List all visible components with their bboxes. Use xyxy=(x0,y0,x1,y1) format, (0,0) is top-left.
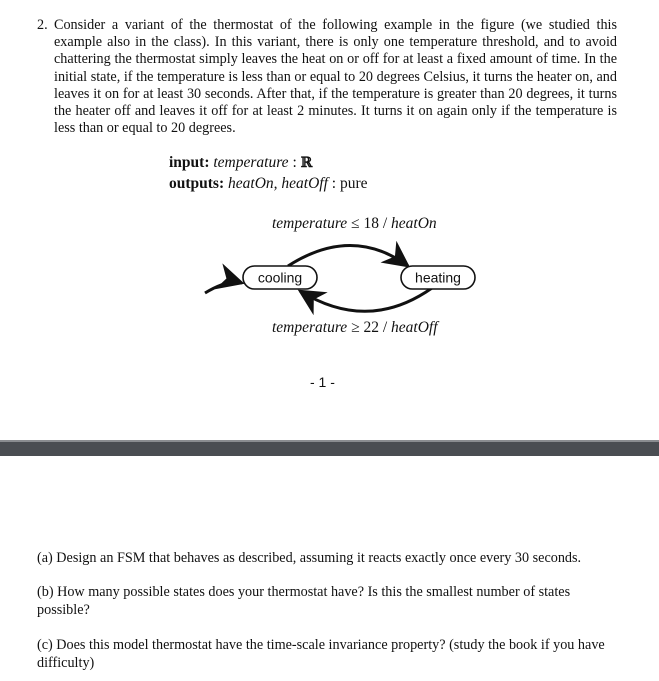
fsm-input-declaration xyxy=(169,154,312,172)
problem-text: Consider a variant of the thermostat of the following example in the figure (we studied this example also in the class). In this variant, there is only one temperature threshold, and to avoid chattering the thermostat simply leaves the heat on or off for at least a fixed amount of time. In the initial state, if the temperature is less than or equal to 20 degrees Celsius, it turns the heater on, and leaves it on for at least 30 seconds. After that, if the temperature is greater than 20 degrees, it turns the heater off and leaves it off for at least 2 minutes. It turns it on again only if the temperature is less than or equal to 20 degrees. xyxy=(54,17,617,137)
edge-label-heating-to-cooling: temperature ≥ 22 / heatOff xyxy=(272,319,438,336)
outputs-names: heatOn, heatOff xyxy=(228,175,328,192)
page-number: - 1 - xyxy=(310,374,335,390)
edge-label-cooling-to-heating: temperature ≤ 18 / heatOn xyxy=(272,215,437,232)
fsm-outputs-declaration xyxy=(169,175,368,193)
state-heating-label: heating xyxy=(415,269,461,286)
transition-heating-to-cooling xyxy=(300,288,432,311)
question-a: (a) Design an FSM that behaves as described, assuming it reacts exactly once every 30 seconds. xyxy=(37,550,582,566)
outputs-type: pure xyxy=(339,175,368,192)
page-divider xyxy=(0,440,659,456)
problem-number: 2. xyxy=(37,17,48,33)
initial-transition-arrow xyxy=(205,282,242,293)
input-label: input: xyxy=(169,154,210,171)
state-cooling-label: cooling xyxy=(257,269,303,286)
question-b: (b) How many possible states does your thermostat have? Is this the smallest number of states possible? xyxy=(37,584,571,618)
input-type: ℝ xyxy=(300,155,313,171)
transition-cooling-to-heating xyxy=(288,246,408,267)
input-type-separator: : xyxy=(292,154,297,171)
question-c: (c) Does this model thermostat have the time-scale invariance property? (study the book if you have difficulty) xyxy=(37,637,605,671)
problem-2 xyxy=(37,17,617,137)
outputs-type-separator: : xyxy=(331,175,337,192)
input-name: temperature xyxy=(213,154,289,171)
document-page-2 xyxy=(0,456,659,681)
fsm-diagram xyxy=(0,205,659,315)
outputs-label: outputs: xyxy=(169,175,225,192)
